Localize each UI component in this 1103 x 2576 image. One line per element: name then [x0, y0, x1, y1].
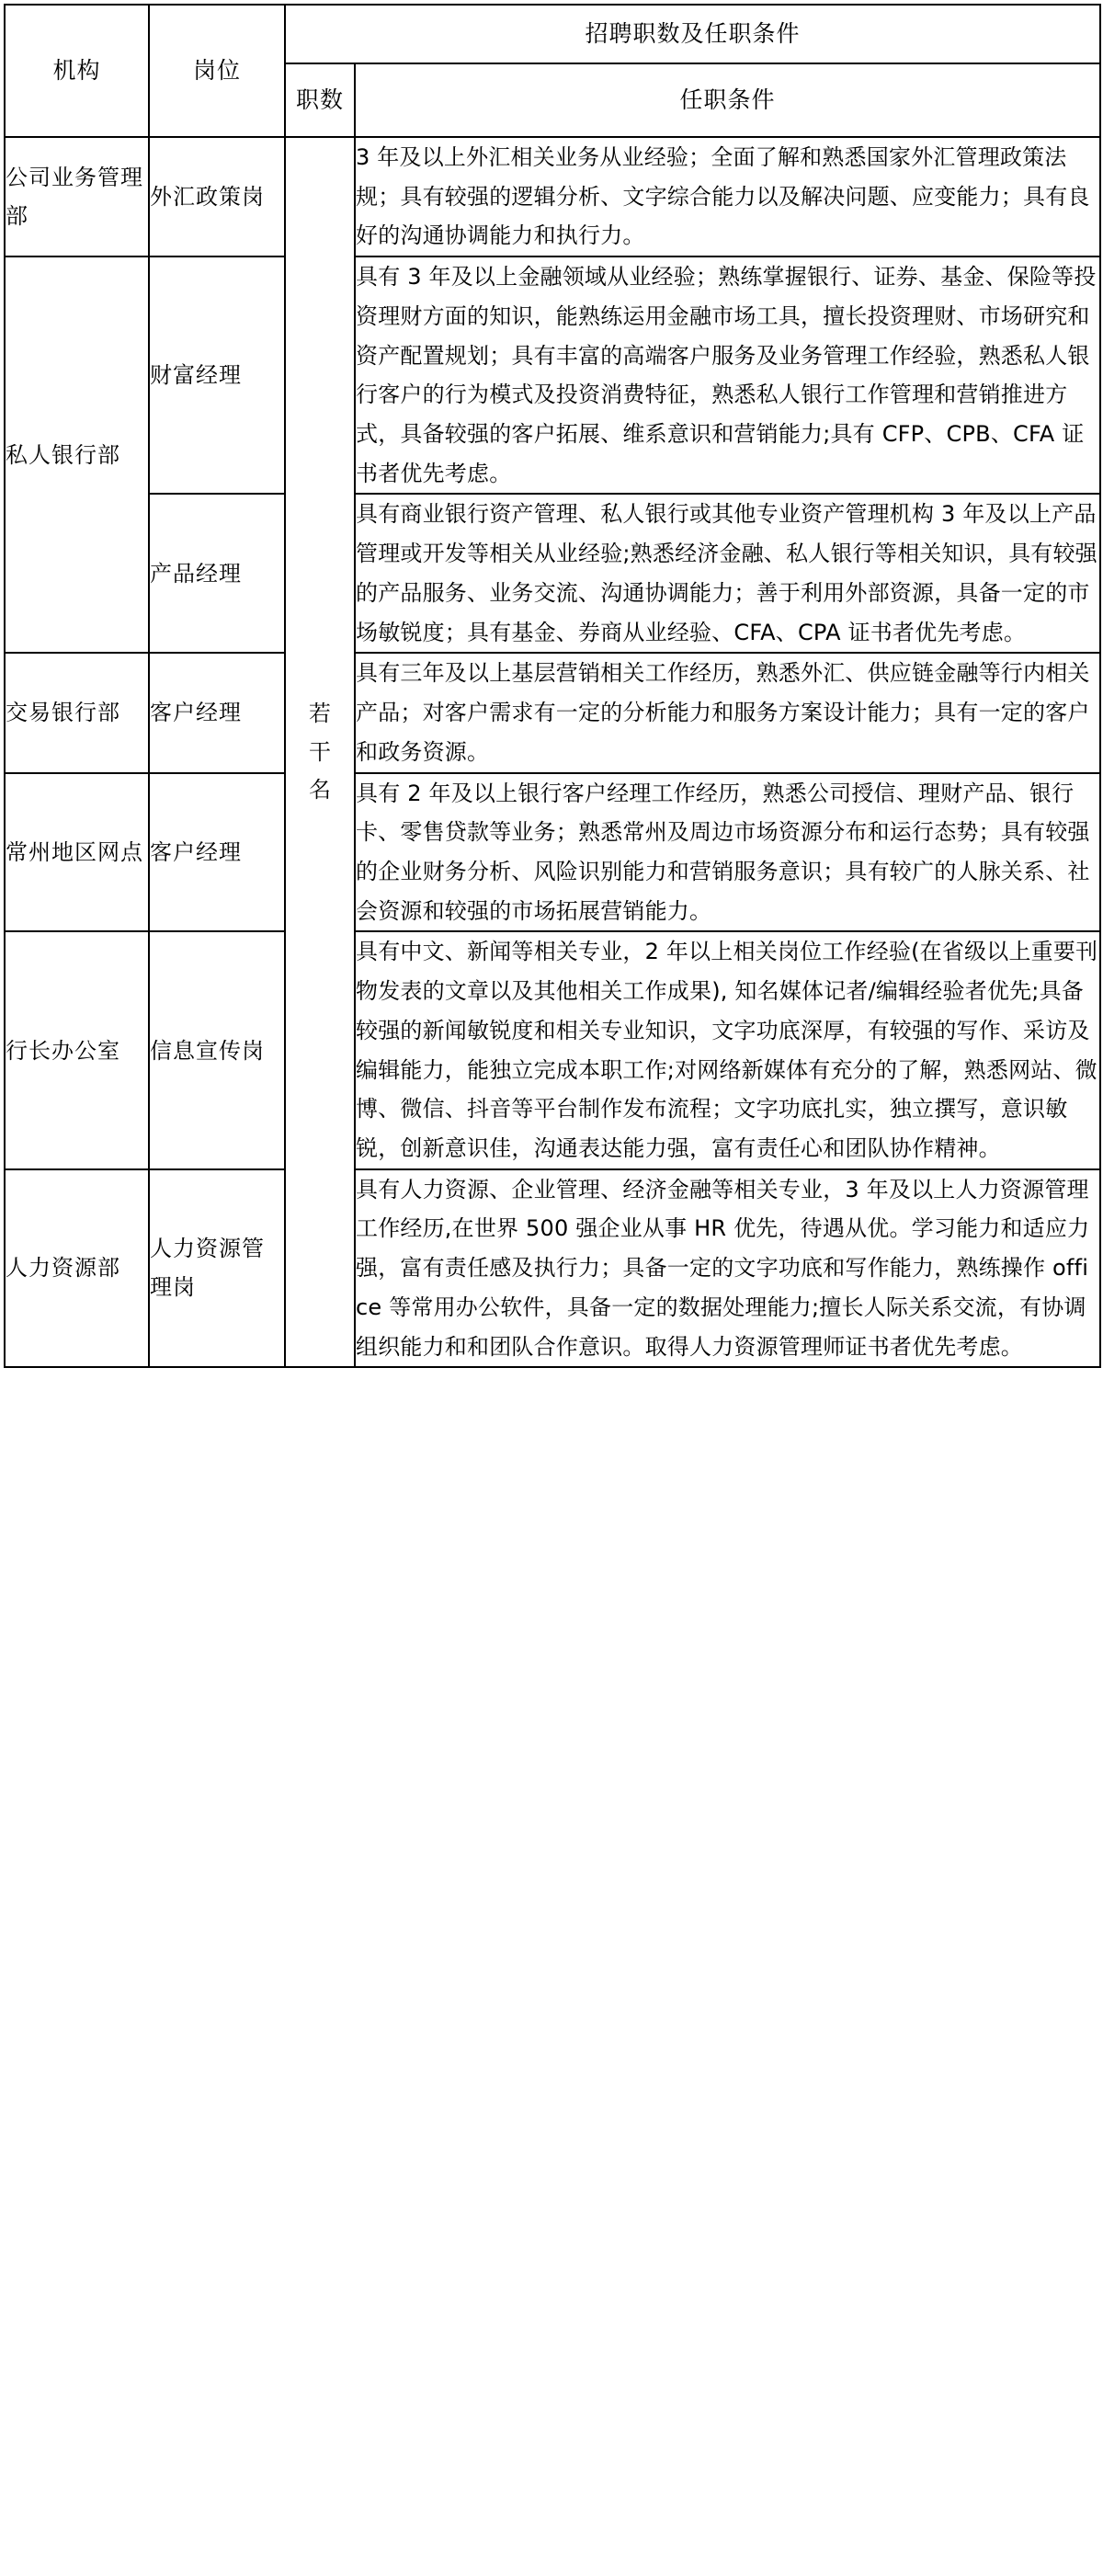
table-row [5, 137, 1100, 256]
cell-org: 人力资源部 [5, 1169, 149, 1368]
cell-post: 客户经理 [149, 653, 285, 772]
table-row [5, 773, 1100, 932]
recruitment-table [4, 4, 1101, 1368]
table-row [5, 256, 1100, 494]
table-row [5, 653, 1100, 772]
cell-org: 交易银行部 [5, 653, 149, 772]
table-head [5, 5, 1100, 137]
cell-requirements: 具有人力资源、企业管理、经济金融等相关专业，3 年及以上人力资源管理工作经历,在世界 500 强企业从事 HR 优先，待遇从优。学习能力和适应力强，富有责任感及执行力；具备一定的文字功底和写作能力，熟练操作 office 等常用办公软件，具备一定的数据处理能力;擅长人际关系交流，有协调组织能力和和团队合作意识。取得人力资源管理师证书者优先考虑。 [355, 1169, 1100, 1368]
cell-post: 外汇政策岗 [149, 137, 285, 256]
table-row [5, 1169, 1100, 1368]
column-header-group: 招聘职数及任职条件 [285, 5, 1100, 63]
cell-post: 财富经理 [149, 256, 285, 494]
table-body [5, 137, 1100, 1367]
cell-requirements: 具有三年及以上基层营销相关工作经历，熟悉外汇、供应链金融等行内相关产品；对客户需求有一定的分析能力和服务方案设计能力；具有一定的客户和政务资源。 [355, 653, 1100, 772]
table-row [5, 931, 1100, 1168]
cell-post: 信息宣传岗 [149, 931, 285, 1168]
cell-org: 行长办公室 [5, 931, 149, 1168]
cell-requirements: 具有中文、新闻等相关专业，2 年以上相关岗位工作经验(在省级以上重要刊物发表的文章以及其他相关工作成果), 知名媒体记者/编辑经验者优先;具备较强的新闻敏锐度和相关专业知识，文字功底深厚，有较强的写作、采访及编辑能力，能独立完成本职工作;对网络新媒体有充分的了解，熟悉网站、微博、微信、抖音等平台制作发布流程；文字功底扎实，独立撰写，意识敏锐，创新意识佳，沟通表达能力强，富有责任心和团队协作精神。 [355, 931, 1100, 1168]
cell-requirements: 具有商业银行资产管理、私人银行或其他专业资产管理机构 3 年及以上产品管理或开发等相关从业经验;熟悉经济金融、私人银行等相关知识，具有较强的产品服务、业务交流、沟通协调能力；善于利用外部资源，具备一定的市场敏锐度；具有基金、券商从业经验、CFA、CPA 证书者优先考虑。 [355, 494, 1100, 653]
column-header-post: 岗位 [149, 5, 285, 137]
count-value: 若干名 [309, 701, 332, 803]
cell-count [285, 137, 355, 1367]
cell-org: 常州地区网点 [5, 773, 149, 932]
column-header-count: 职数 [285, 63, 355, 137]
cell-post: 人力资源管理岗 [149, 1169, 285, 1368]
cell-post: 客户经理 [149, 773, 285, 932]
cell-post: 产品经理 [149, 494, 285, 653]
cell-org: 私人银行部 [5, 256, 149, 653]
cell-requirements: 具有 2 年及以上银行客户经理工作经历，熟悉公司授信、理财产品、银行卡、零售贷款等业务；熟悉常州及周边市场资源分布和运行态势；具有较强的企业财务分析、风险识别能力和营销服务意识；具有较广的人脉关系、社会资源和较强的市场拓展营销能力。 [355, 773, 1100, 932]
cell-org: 公司业务管理部 [5, 137, 149, 256]
column-header-org: 机构 [5, 5, 149, 137]
cell-requirements: 3 年及以上外汇相关业务从业经验；全面了解和熟悉国家外汇管理政策法规；具有较强的逻辑分析、文字综合能力以及解决问题、应变能力；具有良好的沟通协调能力和执行力。 [355, 137, 1100, 256]
cell-requirements: 具有 3 年及以上金融领域从业经验；熟练掌握银行、证券、基金、保险等投资理财方面的知识，能熟练运用金融市场工具，擅长投资理财、市场研究和资产配置规划；具有丰富的高端客户服务及业务管理工作经验，熟悉私人银行客户的行为模式及投资消费特征，熟悉私人银行工作管理和营销推进方式，具备较强的客户拓展、维系意识和营销能力;具有 CFP、CPB、CFA 证书者优先考虑。 [355, 256, 1100, 494]
header-row-1 [5, 5, 1100, 63]
table-row [5, 494, 1100, 653]
column-header-requirements: 任职条件 [355, 63, 1100, 137]
